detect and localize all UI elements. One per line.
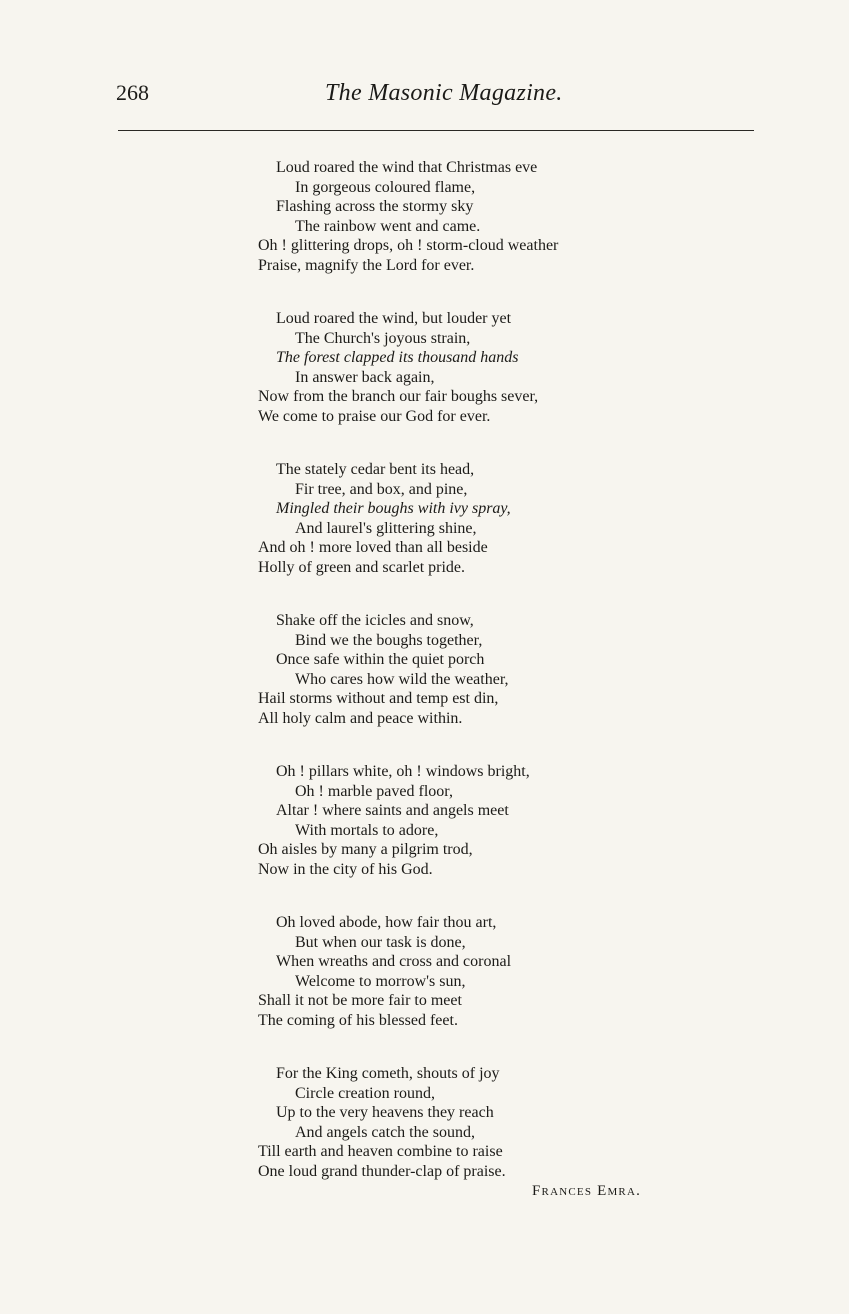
poem-line: The rainbow went and came. xyxy=(295,217,481,235)
poem-line: Up to the very heavens they reach xyxy=(276,1104,494,1121)
poem xyxy=(258,158,698,1215)
poem-line: Who cares how wild the weather, xyxy=(295,670,509,688)
poem-line: Mingled their boughs with ivy spray, xyxy=(276,500,511,517)
poem-line: When wreaths and cross and coronal xyxy=(276,953,512,970)
poem-line: We come to praise our God for ever. xyxy=(258,407,491,425)
signature: Frances Emra. xyxy=(532,1183,642,1199)
poem-line: Oh ! pillars white, oh ! windows bright, xyxy=(276,763,530,780)
poem-line: Till earth and heaven combine to raise xyxy=(258,1143,503,1160)
stanza xyxy=(258,913,698,1030)
poem-line: Flashing across the stormy sky xyxy=(276,198,474,215)
poem-line: The stately cedar bent its head, xyxy=(276,461,475,478)
poem-line: Fir tree, and box, and pine, xyxy=(295,480,468,498)
poem-line: Oh loved abode, how fair thou art, xyxy=(276,914,497,931)
poem-line: Welcome to morrow's sun, xyxy=(295,972,466,990)
stanza xyxy=(258,309,698,426)
poem-line: Shall it not be more fair to meet xyxy=(258,992,462,1009)
poem-line: Altar ! where saints and angels meet xyxy=(276,802,509,819)
running-title: The Masonic Magazine. xyxy=(325,80,563,106)
poem-line: Now in the city of his God. xyxy=(258,860,433,878)
poem-line: Loud roared the wind that Christmas eve xyxy=(276,159,538,176)
poem-line: And oh ! more loved than all beside xyxy=(258,539,488,556)
poem-line: And angels catch the sound, xyxy=(295,1123,475,1141)
stanza xyxy=(258,460,698,577)
poem-line: Praise, magnify the Lord for ever. xyxy=(258,256,475,274)
poem-line: Now from the branch our fair boughs sever, xyxy=(258,388,539,405)
poem-line: One loud grand thunder-clap of praise. xyxy=(258,1162,506,1180)
poem-line: Oh ! glittering drops, oh ! storm-cloud weather xyxy=(258,237,559,254)
poem-line: Holly of green and scarlet pride. xyxy=(258,558,466,576)
poem-line: Hail storms without and temp est din, xyxy=(258,690,499,707)
poem-line: In answer back again, xyxy=(295,368,435,386)
poem-line: All holy calm and peace within. xyxy=(258,709,463,727)
header-rule xyxy=(118,130,754,131)
poem-line: The Church's joyous strain, xyxy=(295,329,471,347)
poem-line: For the King cometh, shouts of joy xyxy=(276,1065,500,1082)
poem-line: Once safe within the quiet porch xyxy=(276,651,485,668)
poem-line: The coming of his blessed feet. xyxy=(258,1011,458,1029)
poem-line: Oh aisles by many a pilgrim trod, xyxy=(258,841,473,858)
poem-line: Shake off the icicles and snow, xyxy=(276,612,474,629)
poem-line: The forest clapped its thousand hands xyxy=(276,349,519,366)
stanza xyxy=(258,158,698,275)
poem-line: Loud roared the wind, but louder yet xyxy=(276,310,512,327)
page-number: 268 xyxy=(116,80,149,105)
poem-line: But when our task is done, xyxy=(295,933,466,951)
stanza xyxy=(258,611,698,728)
poem-line: And laurel's glittering shine, xyxy=(295,519,477,537)
poem-line: With mortals to adore, xyxy=(295,821,439,839)
stanza xyxy=(258,762,698,879)
poem-line: Circle creation round, xyxy=(295,1084,435,1102)
poem-line: In gorgeous coloured flame, xyxy=(295,178,476,196)
stanza xyxy=(258,1064,698,1181)
poem-line: Oh ! marble paved floor, xyxy=(295,782,453,800)
poem-line: Bind we the boughs together, xyxy=(295,631,483,649)
